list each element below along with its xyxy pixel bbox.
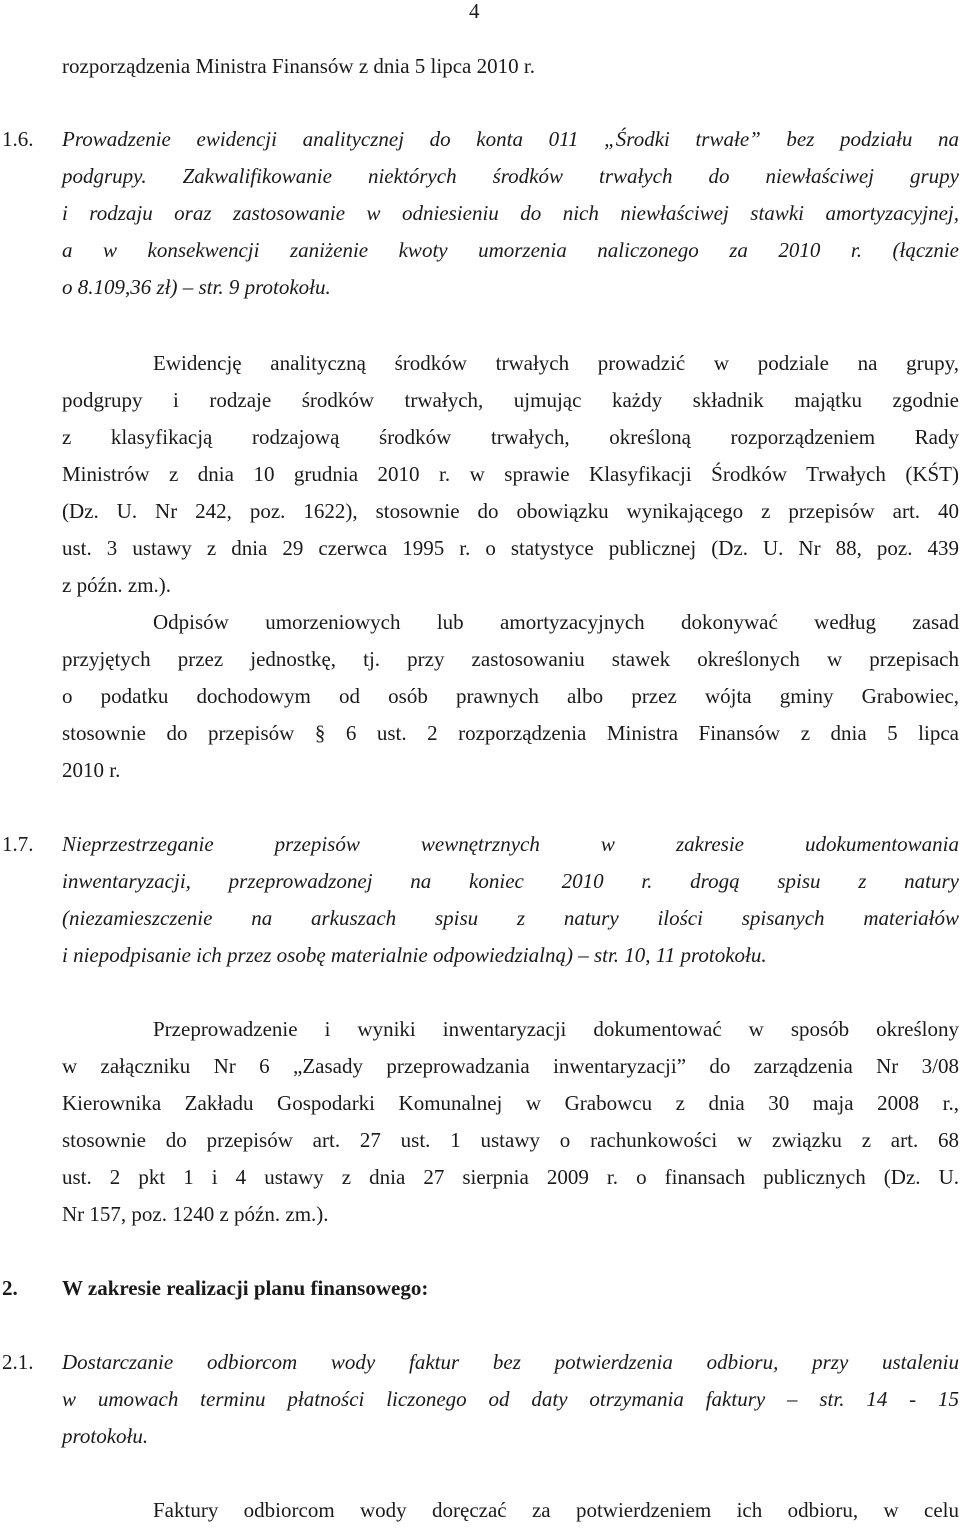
section-1-6 <box>2 121 959 306</box>
line: a w konsekwencji zaniżenie kwoty umorzenia naliczonego za 2010 r. (łącznie <box>62 238 959 262</box>
line: ust. 2 pkt 1 i 4 ustawy z dnia 27 sierpnia 2009 r. o finansach publicznych (Dz. U. <box>62 1165 959 1189</box>
line: i niepodpisanie ich przez osobę materialnie odpowiedzialną) – str. 10, 11 protokołu. <box>62 943 767 967</box>
line: z późn. zm.). <box>62 573 172 597</box>
section-2-heading: 2. W zakresie realizacji planu finansowego: <box>62 1270 959 1307</box>
section-1-7 <box>2 826 959 974</box>
line: (Dz. U. Nr 242, poz. 1622), stosownie do obowiązku wynikającego z przepisów art. 40 <box>62 499 959 523</box>
line: (niezamieszczenie na arkuszach spisu z natury ilości spisanych materiałów <box>62 906 959 930</box>
section-number: 2. <box>2 1276 18 1300</box>
intro-line: rozporządzenia Ministra Finansów z dnia 5 lipca 2010 r. <box>62 54 535 78</box>
line: Nr 157, poz. 1240 z późn. zm.). <box>62 1202 329 1226</box>
section-number: 1.7. <box>2 832 34 856</box>
line: Ministrów z dnia 10 grudnia 2010 r. w sprawie Klasyfikacji Środków Trwałych (KŚT) <box>62 462 959 486</box>
line: przyjętych przez jednostkę, tj. przy zastosowaniu stawek określonych w przepisach <box>62 647 959 671</box>
line: stosownie do przepisów art. 27 ust. 1 ustawy o rachunkowości w związku z art. 68 <box>62 1128 959 1152</box>
line: o podatku dochodowym od osób prawnych albo przez wójta gminy Grabowiec, <box>62 684 959 708</box>
line: 2010 r. <box>62 758 121 782</box>
line: inwentaryzacji, przeprowadzonej na koniec 2010 r. drogą spisu z natury <box>62 869 959 893</box>
line: Przeprowadzenie i wyniki inwentaryzacji dokumentować w sposób określony <box>153 1017 959 1041</box>
line: podgrupy. Zakwalifikowanie niektórych środków trwałych do niewłaściwej grupy <box>62 164 959 188</box>
line: Nieprzestrzeganie przepisów wewnętrznych w zakresie udokumentowania <box>62 832 959 856</box>
section-number: 1.6. <box>2 127 34 151</box>
line: Dostarczanie odbiorcom wody faktur bez potwierdzenia odbioru, przy ustaleniu <box>62 1350 959 1374</box>
line: Odpisów umorzeniowych lub amortyzacyjnych dokonywać według zasad <box>153 610 959 634</box>
line: stosownie do przepisów § 6 ust. 2 rozporządzenia Ministra Finansów z dnia 5 lipca <box>62 721 959 745</box>
line: Kierownika Zakładu Gospodarki Komunalnej w Grabowcu z dnia 30 maja 2008 r., <box>62 1091 959 1115</box>
section-2-1 <box>2 1344 959 1455</box>
section-number: 2.1. <box>2 1350 34 1374</box>
line: ust. 3 ustawy z dnia 29 czerwca 1995 r. o statystyce publicznej (Dz. U. Nr 88, poz. 439 <box>62 536 959 560</box>
line: protokołu. <box>62 1424 149 1448</box>
recommendation-2-1 <box>62 1492 959 1529</box>
line: Faktury odbiorcom wody doręczać za potwierdzeniem ich odbioru, w celu <box>153 1498 959 1522</box>
line: Prowadzenie ewidencji analitycznej do konta 011 „Środki trwałe” bez podziału na <box>62 127 959 151</box>
line: o 8.109,36 zł) – str. 9 protokołu. <box>62 275 331 299</box>
line: w załączniku Nr 6 „Zasady przeprowadzania inwentaryzacji” do zarządzenia Nr 3/08 <box>62 1054 959 1078</box>
line: w umowach terminu płatności liczonego od daty otrzymania faktury – str. 14 - 15 <box>62 1387 959 1411</box>
recommendation-1-6 <box>62 345 959 789</box>
line: Ewidencję analityczną środków trwałych prowadzić w podziale na grupy, <box>153 351 959 375</box>
line: podgrupy i rodzaje środków trwałych, ujmując każdy składnik majątku zgodnie <box>62 388 959 412</box>
line: z klasyfikacją rodzajową środków trwałych, określoną rozporządzeniem Rady <box>62 425 959 449</box>
recommendation-1-7 <box>62 1011 959 1233</box>
line: i rodzaju oraz zastosowanie w odniesieniu do nich niewłaściwej stawki amortyzacyjnej, <box>62 201 959 225</box>
